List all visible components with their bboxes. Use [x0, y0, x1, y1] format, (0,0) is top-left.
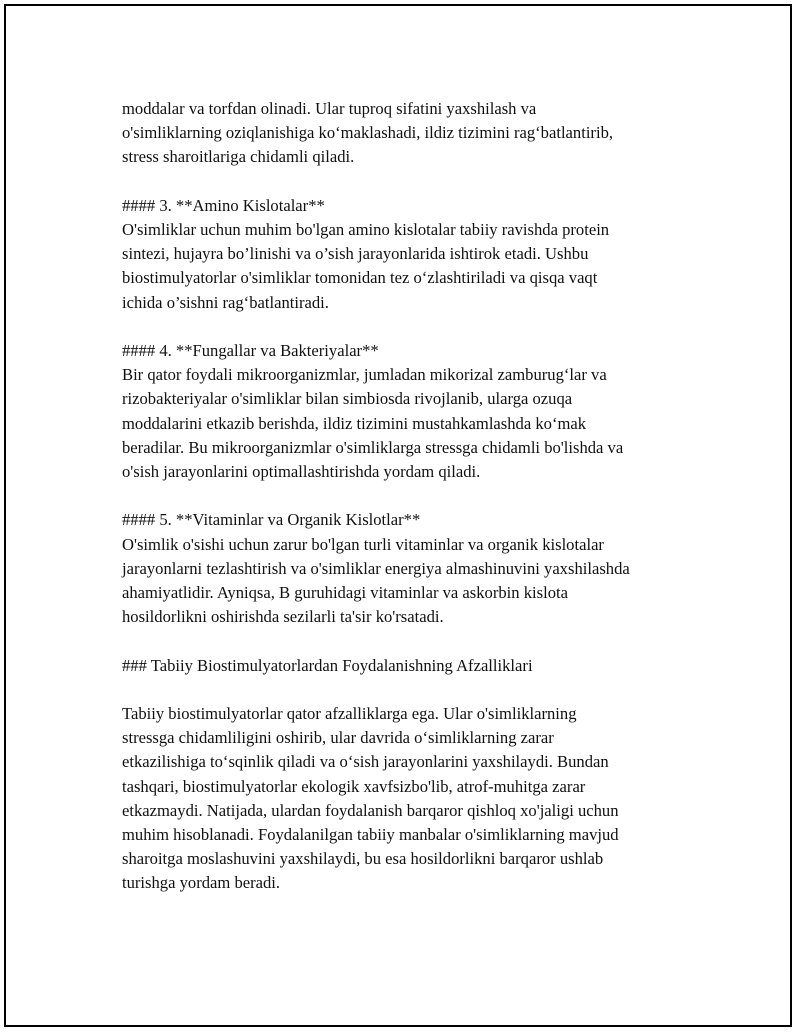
- text-line: Bir qator foydali mikroorganizmlar, jumladan mikorizal zamburug‘lar va: [122, 365, 607, 385]
- text-line: turishga yordam beradi.: [122, 873, 281, 893]
- text-line: stressga chidamliligini oshirib, ular davrida o‘simliklarning zarar: [122, 728, 554, 748]
- section-heading: #### 4. **Fungallar va Bakteriyalar**: [122, 341, 379, 360]
- text-line: beradilar. Bu mikroorganizmlar o'simliklarga stressga chidamli bo'lishda va: [122, 437, 624, 457]
- section-heading: ### Tabiiy Biostimulyatorlardan Foydalanishning Afzalliklari: [122, 655, 533, 675]
- section-heading: #### 3. **Amino Kislotalar**: [122, 195, 325, 215]
- section-heading: #### 5. **Vitaminlar va Organik Kislotlar**: [122, 510, 421, 530]
- text-line: etkazilishiga to‘sqinlik qiladi va o‘sish jarayonlarini yaxshilaydi. Bundan: [122, 752, 609, 772]
- section-vitamins-acids: [122, 508, 692, 629]
- text-line: tashqari, biostimulyatorlar ekologik xavfsizbo'lib, atrof-muhitga zarar: [122, 776, 586, 796]
- text-line: O'simliklar uchun muhim bo'lgan amino kislotalar tabiiy ravishda protein: [122, 220, 610, 239]
- text-line: etkazmaydi. Natijada, ulardan foydalanish barqaror qishloq xo'jaligi uchun: [122, 800, 619, 820]
- text-line: biostimulyatorlar o'simliklar tomonidan tez o‘zlashtiriladi va qisqa vaqt: [122, 268, 598, 288]
- text-line: rizobakteriyalar o'simliklar bilan simbiosda rivojlanib, ularga ozuqa: [122, 389, 573, 409]
- text-line: stress sharoitlariga chidamli qiladi.: [122, 147, 355, 167]
- document-body: [122, 97, 692, 920]
- text-line: moddalar va torfdan olinadi. Ular tuproq sifatini yaxshilash va: [122, 99, 537, 118]
- text-line: o'sish jarayonlarini optimallashtirishda yordam qiladi.: [122, 462, 481, 482]
- heading-benefits: [122, 654, 692, 678]
- text-line: jarayonlarni tezlashtirish va o'simliklar energiya almashinuvini yaxshilashda: [122, 558, 630, 578]
- text-line: muhim hisoblanadi. Foydalanilgan tabiiy manbalar o'simliklarning mavjud: [122, 825, 619, 845]
- text-line: o'simliklarning oziqlanishiga ko‘maklashadi, ildiz tizimini rag‘batlantirib,: [122, 123, 614, 143]
- paragraph-intro-continuation: [122, 97, 692, 170]
- text-line: sharoitga moslashuvini yaxshilaydi, bu esa hosildorlikni barqaror ushlab: [122, 849, 604, 869]
- text-line: ichida o’sishni rag‘batlantiradi.: [122, 292, 329, 312]
- section-fungi-bacteria: [122, 339, 692, 484]
- text-line: moddalarini etkazib berishda, ildiz tizimini mustahkamlashda ko‘mak: [122, 413, 587, 433]
- paragraph-benefits: [122, 702, 692, 896]
- document-page: [4, 4, 792, 1027]
- text-line: Tabiiy biostimulyatorlar qator afzalliklarga ega. Ular o'simliklarning: [122, 704, 577, 723]
- text-line: sintezi, hujayra bo’linishi va o’sish jarayonlarida ishtirok etadi. Ushbu: [122, 244, 589, 264]
- text-line: O'simlik o'sishi uchun zarur bo'lgan turli vitaminlar va organik kislotalar: [122, 534, 604, 554]
- text-line: hosildorlikni oshirishda sezilarli ta'sir ko'rsatadi.: [122, 607, 444, 627]
- text-line: ahamiyatlidir. Ayniqsa, B guruhidagi vitaminlar va askorbin kislota: [122, 583, 568, 603]
- section-amino-acids: [122, 194, 692, 315]
